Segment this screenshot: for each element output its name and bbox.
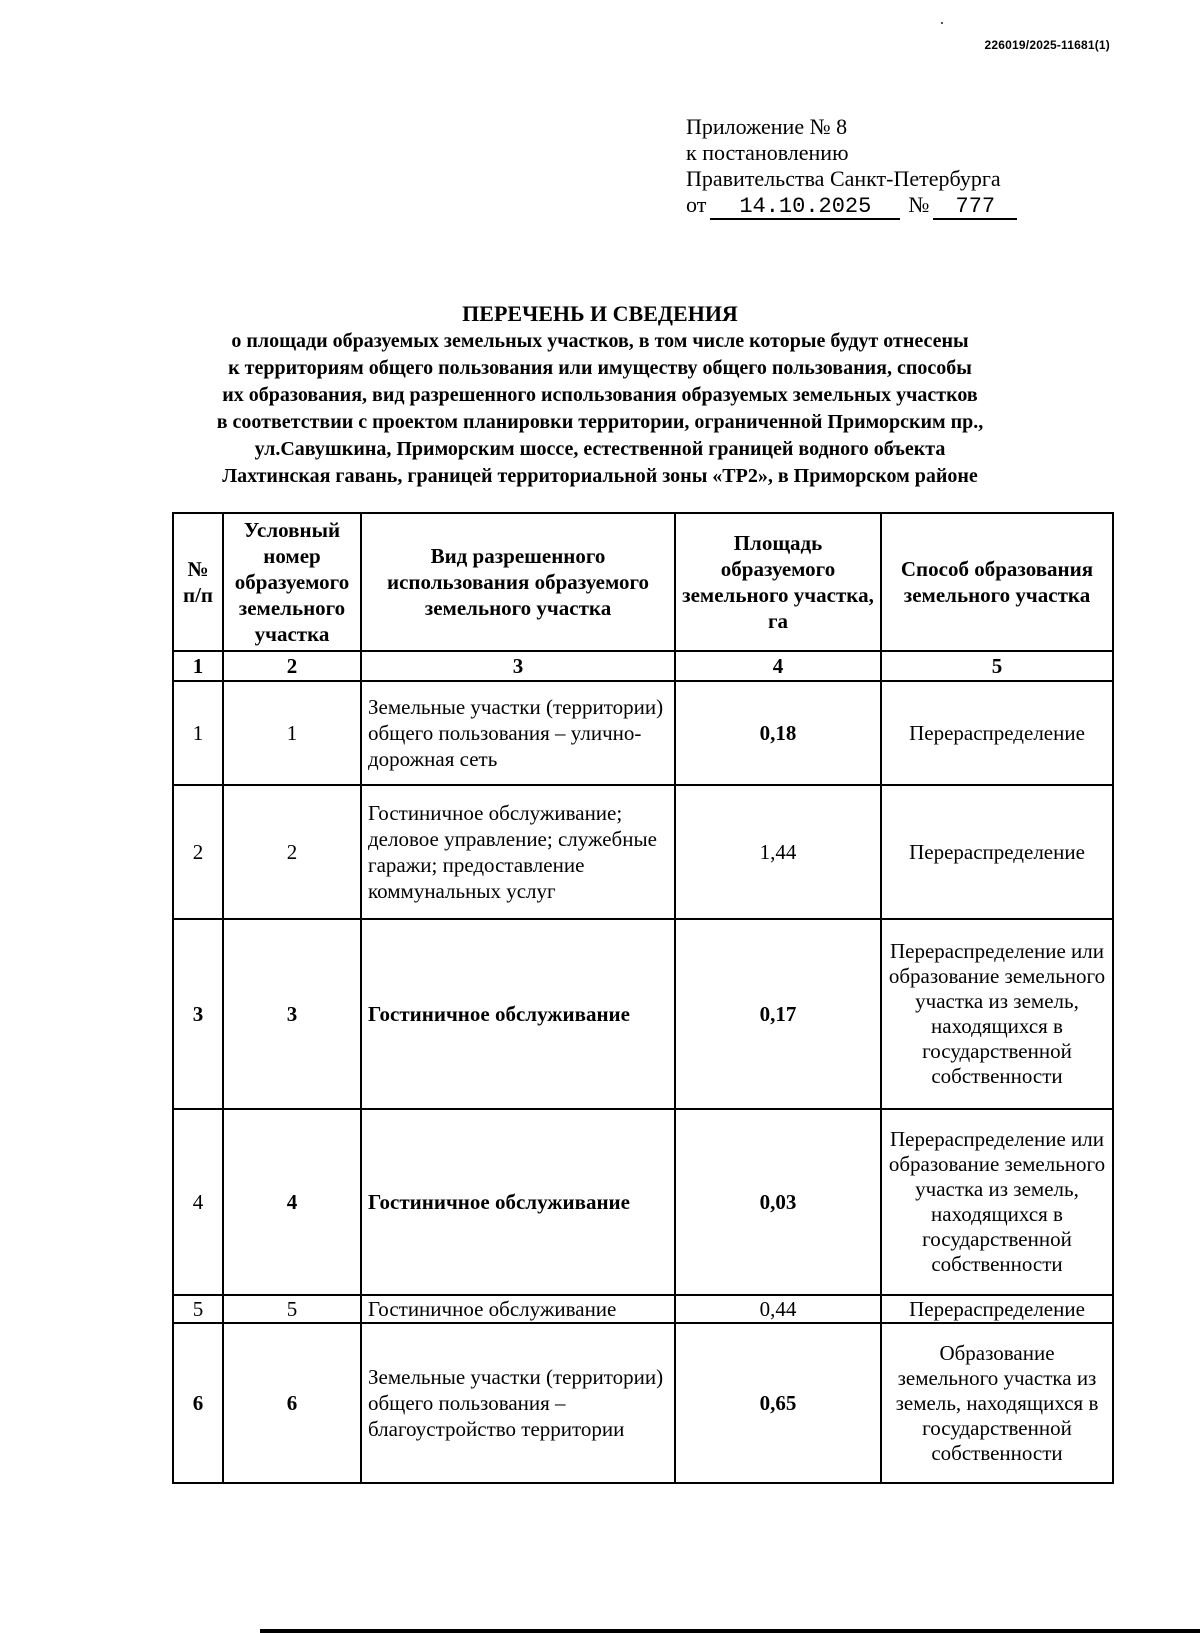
cell-row-number: 6 [173, 1323, 223, 1483]
cell-permitted-use: Земельные участки (территории) общего пользования – благоустройство территории [361, 1323, 675, 1483]
cell-formation-method: Перераспределение [881, 1295, 1113, 1323]
title-line: их образования, вид разрешенного использования образуемых земельных участков [222, 384, 978, 406]
cell-row-number: 4 [173, 1109, 223, 1295]
cell-permitted-use: Земельные участки (территории) общего пользования – улично-дорожная сеть [361, 681, 675, 785]
cell-conditional-number: 1 [223, 681, 361, 785]
title-line: Лахтинская гавань, границей территориальной зоны «ТР2», в Приморском районе [222, 465, 978, 487]
cell-conditional-number: 2 [223, 785, 361, 919]
appendix-block [686, 114, 1017, 220]
table-row [173, 1295, 1113, 1323]
cell-conditional-number: 3 [223, 919, 361, 1109]
column-index: 2 [223, 651, 361, 681]
cell-row-number: 1 [173, 681, 223, 785]
cell-permitted-use: Гостиничное обслуживание; деловое управление; служебные гаражи; предоставление коммунальных услуг [361, 785, 675, 919]
column-index: 5 [881, 651, 1113, 681]
cell-formation-method: Образование земельного участка из земель, находящихся в государственной собственности [881, 1323, 1113, 1483]
cell-conditional-number: 5 [223, 1295, 361, 1323]
header-permitted-use: Вид разрешенного использования образуемого земельного участка [361, 513, 675, 651]
document-title [150, 300, 1050, 490]
scan-speck [941, 22, 943, 24]
land-plots-table [172, 512, 1114, 1484]
table-header-row [173, 513, 1113, 651]
title-heading: ПЕРЕЧЕНЬ И СВЕДЕНИЯ [462, 301, 738, 326]
appendix-government: Правительства Санкт-Петербурга [686, 166, 1001, 191]
cell-area: 0,17 [675, 919, 881, 1109]
cell-formation-method: Перераспределение или образование земельного участка из земель, находящихся в государственной собственности [881, 919, 1113, 1109]
cell-area: 1,44 [675, 785, 881, 919]
header-area: Площадь образуемого земельного участка, га [675, 513, 881, 651]
header-conditional-number: Условный номер образуемого земельного участка [223, 513, 361, 651]
document-registration-number: 226019/2025-11681(1) [984, 38, 1110, 52]
table-row [173, 919, 1113, 1109]
cell-row-number: 5 [173, 1295, 223, 1323]
title-line: о площади образуемых земельных участков, в том числе которые будут отнесены [231, 330, 969, 352]
cell-formation-method: Перераспределение [881, 681, 1113, 785]
cell-formation-method: Перераспределение или образование земельного участка из земель, находящихся в государственной собственности [881, 1109, 1113, 1295]
appendix-title: Приложение № 8 [686, 114, 848, 139]
column-index-row [173, 651, 1113, 681]
cell-conditional-number: 4 [223, 1109, 361, 1295]
title-line: ул.Савушкина, Приморским шоссе, естественной границей водного объекта [254, 438, 946, 460]
cell-formation-method: Перераспределение [881, 785, 1113, 919]
from-label: от [686, 192, 707, 217]
cell-permitted-use: Гостиничное обслуживание [361, 1295, 675, 1323]
title-line: в соответствии с проектом планировки территории, ограниченной Приморским пр., [216, 411, 984, 433]
header-formation-method: Способ образования земельного участка [881, 513, 1113, 651]
scan-bottom-edge [260, 1629, 1200, 1633]
appendix-to-resolution: к постановлению [686, 140, 849, 165]
resolution-date: 14.10.2025 [710, 196, 900, 220]
cell-conditional-number: 6 [223, 1323, 361, 1483]
appendix-date-number-line [686, 192, 1017, 220]
column-index: 1 [173, 651, 223, 681]
header-row-number: № п/п [173, 513, 223, 651]
table-row [173, 681, 1113, 785]
table-row [173, 1323, 1113, 1483]
cell-row-number: 2 [173, 785, 223, 919]
cell-area: 0,44 [675, 1295, 881, 1323]
table-row [173, 785, 1113, 919]
column-index: 3 [361, 651, 675, 681]
column-index: 4 [675, 651, 881, 681]
cell-permitted-use: Гостиничное обслуживание [361, 919, 675, 1109]
resolution-number: 777 [933, 196, 1017, 220]
cell-area: 0,65 [675, 1323, 881, 1483]
number-label: № [908, 192, 930, 217]
cell-area: 0,18 [675, 681, 881, 785]
title-line: к территориям общего пользования или имуществу общего пользования, способы [228, 357, 972, 379]
table-row [173, 1109, 1113, 1295]
cell-area: 0,03 [675, 1109, 881, 1295]
cell-row-number: 3 [173, 919, 223, 1109]
cell-permitted-use: Гостиничное обслуживание [361, 1109, 675, 1295]
